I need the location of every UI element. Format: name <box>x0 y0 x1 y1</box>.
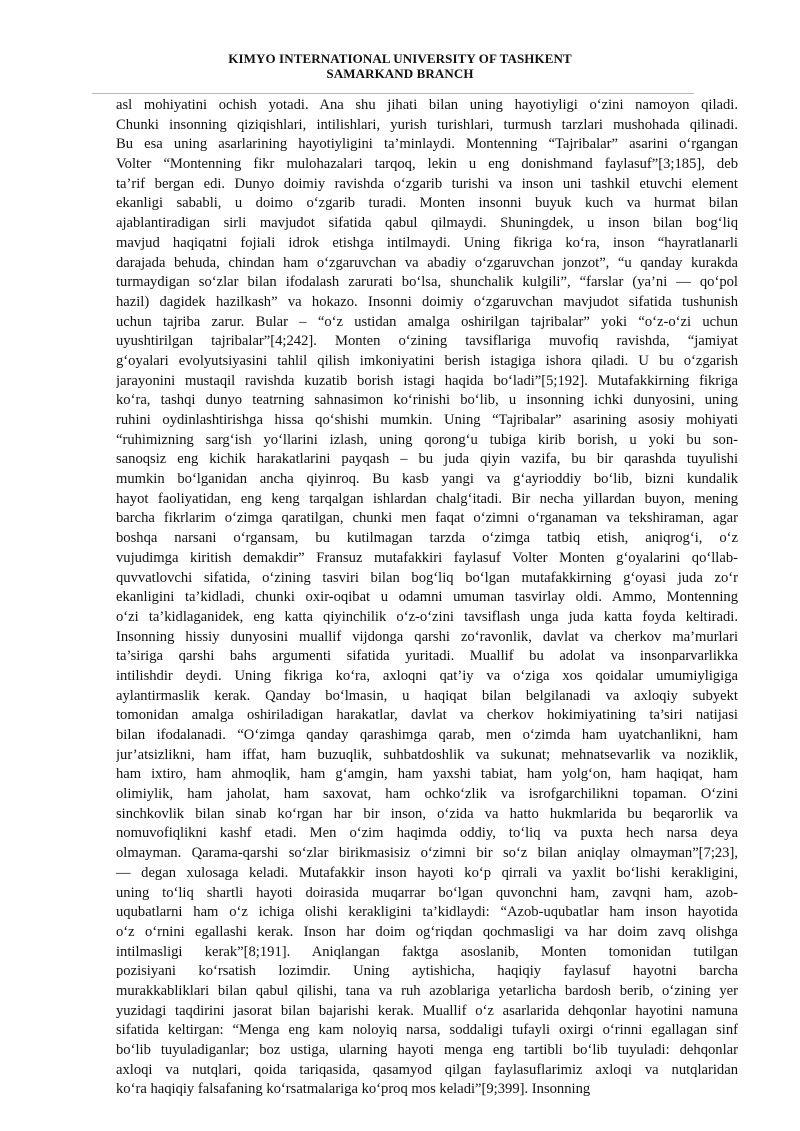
body-line: g‘oyalari evolyutsiyasini tahlil qilish imkoniyatini berish istagiga ishora qiladi. U bu o‘zgarish <box>116 352 738 369</box>
body-line: ko‘ra haqiqiy falsafaning ko‘rsatmalariga ko‘proq mos keladi”[9;399]. Insonning <box>116 1081 591 1098</box>
body-line: uqubatlarni ham o‘z ichiga olishi kerakligini ta’kidlaydi: “Azob-uqubatlar ham inson hayotida <box>116 904 738 921</box>
body-line: ajablantiradigan sirli mavjudot sifatida qabul qilmaydi. Shuningdek, u inson bilan bog‘liq <box>116 215 738 232</box>
body-line: Bu esa uning asarlarining hayotiyligini ta’minlaydi. Montenning “Tajribalar” asarini o‘rgangan <box>116 136 738 153</box>
body-line: “ruhimizning sarg‘ish yo‘llarini izlash, uning qorong‘u tubiga kirib borish, u yoki bu son- <box>116 431 738 448</box>
body-line: ham ixtiro, ham ahmoqlik, ham g‘amgin, ham yaxshi tabiat, ham yolg‘on, ham haqiqat, ham <box>116 766 738 783</box>
body-line: intilmasligi kerak”[8;191]. Aniqlangan faktga asoslanib, Monten tomonidan tutilgan <box>116 943 738 960</box>
body-line: mumkin bo‘lganidan ancha qiyinroq. Bu kasb yangi va g‘ayrioddiy bo‘lib, bizni kundalik <box>116 471 738 488</box>
body-line: yuzidagi taqdirini jasorat bilan bajarishi kerak. Muallif o‘z asarlarida dehqonlar hayotini namuna <box>116 1002 738 1019</box>
body-line: uning to‘liq shartli hayoti doirasida muqarrar bo‘lgan quvonchni ham, zavqni ham, azob- <box>116 884 738 901</box>
body-line: vujudimga kiritish demakdir” Fransuz mutafakkiri faylasuf Volter Monten g‘oyalarini qo‘llab- <box>116 549 738 566</box>
body-line: sifatida keltirgan: “Menga eng kam noloyiq narsa, soddaligi tufayli oxirgi o‘rinni egallagan sinf <box>116 1022 738 1039</box>
body-line: — degan xulosaga keladi. Mutafakkir inson hayoti ko‘p qirrali va yaxlit bo‘lishi kerakligini, <box>116 864 738 881</box>
body-line: intilishdir deydi. Uning fikriga ko‘ra, axloqni qat’iy va o‘ziga xos qoidalar umumiyligiga <box>116 667 738 684</box>
body-line: ekanligini ta’kidladi, chunki oxir-oqibat u odamni umuman tasvirlay oldi. Ammo, Montenning <box>116 589 738 606</box>
body-line: axloqi va nutqlari, qoida tariqasida, qasamyod qilgan faylasuflarimiz axloqi va nutqlaridan <box>116 1061 738 1078</box>
body-line: uchun tajriba zarur. Bular – “o‘z ustidan amalga oshirilgan tajribalar” yoki “o‘z-o‘zi uchun <box>116 313 738 330</box>
body-line: Volter “Montenning fikr mulohazalari tarqoq, lekin u eng donishmand faylasuf”[3;185], deb <box>116 156 738 173</box>
body-line: ekanligi sababli, u doimo o‘zgarib turadi. Monten insonni buyuk kuch va hurmat bilan <box>116 195 738 212</box>
body-line: o‘zi ta’kidlaganidek, eng katta qiyinchilik o‘z-o‘zini tavsiflash unga juda katta foyda keltiradi. <box>116 608 738 625</box>
body-line: jur’atsizlikni, ham iffat, ham buzuqlik, suhbatdoshlik va sukunat; mehnatsevarlik va noziklik, <box>116 746 738 763</box>
body-line: hazil) dagidek hazilkash” va hokazo. Insonni doimiy o‘zgaruvchan mavjudot sifatida tushunish <box>116 293 738 310</box>
body-line: bo‘lib tuyuladiganlar; boz ustiga, ularning hayoti menga eng tartibli bo‘lib tuyuladi: dehqonlar <box>116 1042 738 1058</box>
body-line: nomuvofiqlikni kashf etadi. Men o‘zim haqimda oddiy, to‘liq va puxta hech narsa deya <box>116 825 738 842</box>
header-divider <box>92 93 694 94</box>
body-line: jarayonini mustaqil ravishda kuzatib borish istagi haqida bo‘ladi”[5;192]. Mutafakkirning fikriga <box>116 372 738 389</box>
branch-name: SAMARKAND BRANCH <box>326 66 474 81</box>
body-line: ta’rif bergan edi. Dunyo doimiy ravishda o‘zgarib turishi va inson uni tashkil etuvchi element <box>116 175 738 192</box>
body-line: barcha fikrlarim o‘zimga qaratilgan, chunki men faqat o‘zimni o‘rganaman va tekshiraman, agar <box>116 510 738 527</box>
body-line: turmaydigan so‘zlar bilan ifodalash zarurati bo‘lsa, shunchalik kulgili”, “farslar (ya’ni — qo‘pol <box>116 274 738 291</box>
body-line: bilan ifodalanadi. “O‘zimga qanday qarashimga qarab, men o‘zimda ham uyatchanlikni, ham <box>116 727 738 743</box>
body-line: mavjud haqiqatni fojiali idrok etishga intilmaydi. Uning fikriga ko‘ra, inson “hayratlanarli <box>116 234 738 251</box>
body-line: Chunki insonning qiziqishlari, intilishlari, yurish turishlari, turmush tarzlari mushohada qilinadi. <box>116 116 738 133</box>
body-line: ruhini oydinlashtirishga hissa qo‘shishi mumkin. Uning “Tajribalar” asarining asosiy mohiyati <box>116 412 738 428</box>
body-line: ko‘ra, tashqi dunyo teatrning sahnasimon ko‘rinishi bo‘lib, u insonning ichki dunyosini, uning <box>116 392 738 409</box>
body-line: tomonidan amalga oshiriladigan harakatlar, davlat va cherkov hokimiyatining ta’siri natijasi <box>116 707 738 724</box>
body-line: darajada behuda, chindan ham o‘zgaruvchan va abadiy o‘zgaruvchan jonzot”, “u qanday kurakda <box>116 254 738 271</box>
body-line: asl mohiyatini ochish yotadi. Ana shu jihati bilan uning hayotiyligi o‘zini namoyon qiladi. <box>116 97 738 113</box>
body-line: aylantirmaslik kerak. Qanday bo‘lmasin, u haqiqat bilan belgilanadi va axloqiy subyekt <box>116 687 738 704</box>
body-line: olmayman. Qarama-qarshi so‘zlar birikmasisiz o‘zimni bir so‘z bilan aniqlay olmayman”[7;23], <box>116 845 738 862</box>
body-line: o‘z o‘rnini egallashi kerak. Inson har doim og‘riqdan qochmasligi va har doim zavq olishga <box>116 923 738 940</box>
body-text <box>116 96 738 1100</box>
body-line: ta’siriga qarshi bahs argumenti sifatida yuritadi. Muallif bu adolat va insonparvarlikka <box>116 648 738 665</box>
body-line: murakkabliklari bilan qabul qilishi, tana va ruh azoblariga yetarlicha bardosh berib, o‘zining yer <box>116 982 738 999</box>
university-name: KIMYO INTERNATIONAL UNIVERSITY OF TASHKENT <box>228 51 572 66</box>
body-line: boshqa narsani o‘rgansam, bu kutilmagan tarzda o‘zimga tatbiq etish, aniqrog‘i, o‘z <box>116 530 738 547</box>
body-line: hayot faoliyatidan, eng keng tarqalgan ishlardan chalg‘itadi. Bir necha yillardan buyon, mening <box>116 490 738 507</box>
body-line: olimiylik, ham jaholat, ham saxovat, ham ochko‘zlik va isrofgarchilikni topaman. O‘zini <box>116 786 738 803</box>
body-line: sinchkovlik bilan sinab ko‘rgan har bir inson, o‘zida va hatto hukmlarida bu beqarorlik va <box>116 805 738 822</box>
body-line: uyushtirilgan tajribalar”[4;242]. Monten o‘zining tavsiflariga muvofiq ravishda, “jamiyat <box>116 333 738 350</box>
body-line: sanoqsiz eng kichik harakatlarini payqash – bu juda qiyin vazifa, bu bir qarashda tuyulishi <box>116 451 738 468</box>
body-line: Insonning hissiy dunyosini muallif vijdonga qarshi zo‘ravonlik, davlat va cherkov ma’murlari <box>116 628 738 645</box>
page-header <box>0 51 800 81</box>
body-line: pozisiyani ko‘rsatish lozimdir. Uning aytishicha, haqiqiy faylasuf hayotni barcha <box>116 963 738 980</box>
body-line: quvvatlovchi sifatida, o‘zining tasviri bilan bog‘liq bo‘lgan mutafakkirning g‘oyasi juda zo‘r <box>116 569 738 586</box>
